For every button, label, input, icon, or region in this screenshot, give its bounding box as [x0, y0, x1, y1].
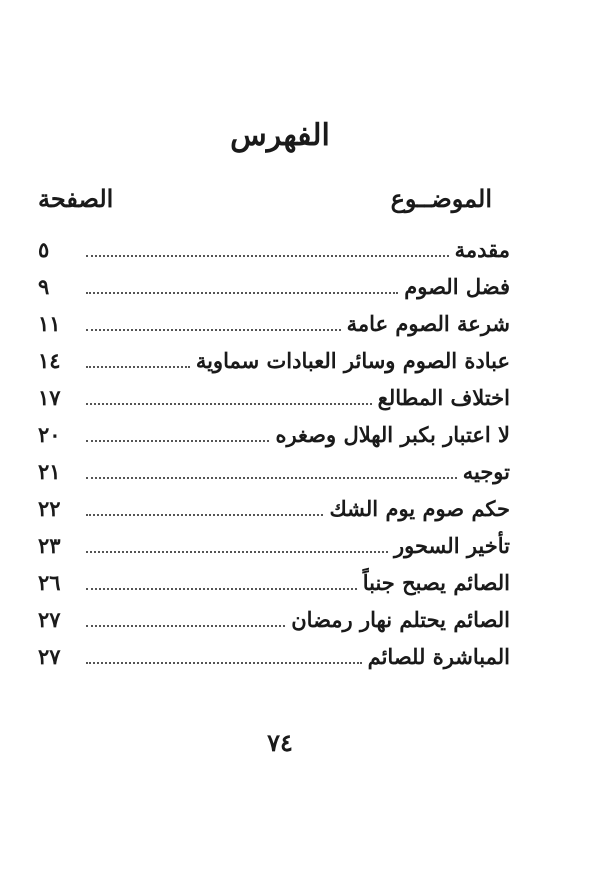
column-header-page: الصفحة [38, 184, 114, 213]
toc-entry-page: ٢٣ [38, 533, 61, 558]
page-number: ٧٤ [267, 728, 293, 757]
toc-entry-page: ١٧ [38, 385, 61, 410]
toc-entry-page: ٥ [38, 237, 50, 262]
column-header-topic: الموضــوع [390, 184, 492, 213]
toc-entry [38, 450, 510, 487]
toc-entry-page: ٩ [38, 274, 50, 299]
toc-entry-title: مقدمة [454, 237, 510, 262]
toc-entry-page: ٢٧ [38, 644, 61, 669]
dot-leader [86, 440, 269, 442]
toc-entry-page: ١١ [38, 311, 61, 336]
toc-entry-page: ٢٠ [38, 422, 61, 447]
dot-leader [86, 588, 357, 590]
toc-entry [38, 302, 510, 339]
toc-entry-title: الصائم يصبح جنباً [362, 570, 510, 595]
dot-leader [86, 255, 449, 257]
page-title: الفهرس [230, 118, 330, 153]
toc-entry [38, 598, 510, 635]
toc-entry-title: حكم صوم يوم الشك [329, 496, 510, 521]
toc-entry-page: ٢٦ [38, 570, 61, 595]
toc-entry [38, 635, 510, 672]
dot-leader [86, 477, 457, 479]
toc-entry [38, 339, 510, 376]
toc-entry-title: توجيه [462, 459, 510, 484]
dot-leader [86, 625, 285, 627]
toc-entry-title: اختلاف المطالع [377, 385, 510, 410]
toc-entry-page: ١٤ [38, 348, 61, 373]
toc-entry [38, 561, 510, 598]
toc-entry-page: ٢٢ [38, 496, 61, 521]
toc-entry-title: شرعة الصوم عامة [346, 311, 510, 336]
dot-leader [86, 551, 388, 553]
toc-entry-title: المباشرة للصائم [367, 644, 510, 669]
toc-entry-title: تأخير السحور [394, 533, 510, 558]
toc-entry [38, 228, 510, 265]
toc-entry [38, 376, 510, 413]
dot-leader [86, 329, 341, 331]
table-of-contents [38, 228, 510, 672]
dot-leader [86, 662, 362, 664]
dot-leader [86, 403, 372, 405]
toc-entry [38, 524, 510, 561]
dot-leader [86, 514, 323, 516]
toc-entry [38, 487, 510, 524]
toc-entry-title: فضل الصوم [404, 274, 510, 299]
toc-entry-title: الصائم يحتلم نهار رمضان [291, 607, 510, 632]
toc-entry [38, 265, 510, 302]
dot-leader [86, 292, 398, 294]
toc-entry-page: ٢٧ [38, 607, 61, 632]
toc-entry-page: ٢١ [38, 459, 61, 484]
toc-entry [38, 413, 510, 450]
toc-entry-title: لا اعتبار بكبر الهلال وصغره [275, 422, 510, 447]
toc-entry-title: عبادة الصوم وسائر العبادات سماوية [195, 348, 510, 373]
dot-leader [86, 366, 190, 368]
